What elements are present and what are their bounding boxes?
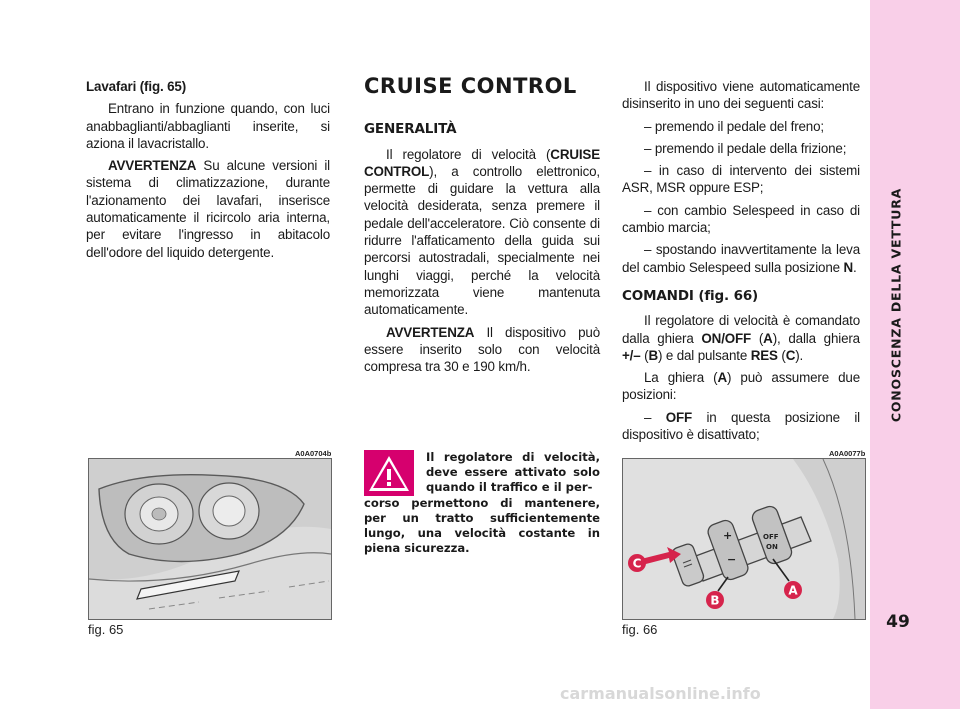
text: ( [777,347,786,363]
warning-rest: corso permettono di mantenere, per un tratto sufficientemente lungo, una velocità costante in piena sicurezza. [364,495,600,556]
text: ). [795,347,804,363]
chapter-sidebar [870,0,960,709]
paragraph [364,146,600,319]
headlamp-illustration [89,459,331,619]
heading-text: COMANDI [622,287,694,304]
list-item: – con cambio Selespeed in caso di cambio marcia; [622,202,860,236]
keyword: RES [750,347,778,363]
paragraph [622,312,860,364]
watermark: carmanualsonline.info [560,684,761,703]
text: . [853,259,857,275]
text: – [644,409,666,425]
keyword: A [717,370,727,386]
section-title-lavafari [86,78,330,95]
keyword: +/– [622,347,641,363]
list-item [622,409,860,444]
paragraph [622,369,860,404]
section-heading: CRUISE CONTROL [364,74,577,98]
column-middle [364,74,600,380]
label-c: C [632,556,642,571]
keyword: A [763,330,773,346]
ring-on-label: ON [766,543,778,551]
text: ) e dal pulsante [657,347,751,363]
text: ( [751,330,764,346]
figure-caption: fig. 66 [622,622,658,637]
label-b: B [710,593,720,608]
warning-keyword: AVVERTENZA [386,324,475,340]
page-number: 49 [886,612,910,632]
column-right [622,78,860,448]
safety-warning [364,450,600,556]
keyword: C [785,347,796,363]
chapter-title: CONOSCENZA DELLA VETTURA [888,187,904,423]
subsection-heading: GENERALITÀ [364,121,457,138]
figure-ref: (fig. 65) [139,79,187,94]
figure-ref: (fig. 66) [698,287,759,304]
paragraph: Il dispositivo viene automaticamente disinserito in uno dei seguenti casi: [622,79,860,112]
list-item [622,241,860,276]
text: ), a controllo elettronico, permette di guidare la vettura alla velocità desiderata, senza premere il pedale dell'acceleratore. Ciò consente di ridurre l'affaticamento della guida sui percorsi autostradali, specialmente nei lunghi viaggi, perché la velocità memorizzata viene mantenuta automaticamente. [364,163,600,318]
list-item: – premendo il pedale del freno; [644,118,824,134]
text: La ghiera ( [644,370,718,386]
list-item: – premendo il pedale della frizione; [644,140,847,156]
text: Il regolatore di velocità ( [386,146,551,162]
text: in questa posizione il dispositivo è disattivato; [622,409,860,443]
subsection-heading-comandi [622,288,860,305]
title-text: Lavafari [86,79,137,94]
text: Il regolatore di velocità è comandato dalla ghiera [622,313,860,346]
ring-minus-label: − [727,553,737,566]
keyword: B [648,347,658,363]
warning-triangle-icon [364,450,414,496]
paragraph: Entrano in funzione quando, con luci anabbaglianti/abbaglianti inserite, si aziona il lavacristallo. [86,101,330,151]
label-a: A [788,583,798,598]
warning-lead: Il regolatore di velocità, deve essere attivato solo quando il traffico e il per- [426,450,600,495]
warning-paragraph [364,324,600,376]
warning-text: Su alcune versioni il sistema di climatizzazione, durante l'azionamento dei lavafari, inserisce automaticamente il ricircolo aria interna, per evitare l'ingresso in abitacolo dell'odore del liquido detergente. [86,158,330,260]
text: – spostando inavvertitamente la leva del cambio Selespeed sulla posizione [622,242,860,275]
text: ) può assumere due posizioni: [622,370,860,403]
figure-code: A0A0704b [295,449,332,458]
keyword: CRUISE CONTROL [364,146,600,179]
figure-code: A0A0077b [829,449,866,458]
figure-cruise-control-lever [622,458,866,620]
warning-paragraph [86,157,330,261]
figure-headlamp-washer [88,458,332,620]
keyword: N [843,259,854,275]
column-left [86,78,330,266]
text: ( [640,347,649,363]
keyword: OFF [665,409,693,425]
warning-text: Il dispositivo può essere inserito solo con velocità compresa tra 30 e 190 km/h. [364,324,600,375]
lever-illustration [623,459,865,619]
ring-off-label: OFF [763,533,779,541]
ring-plus-label: + [723,529,733,542]
warning-keyword: AVVERTENZA [108,158,197,174]
list-item: – in caso di intervento dei sistemi ASR, MSR oppure ESP; [622,163,860,196]
text: ), dalla ghiera [772,330,860,346]
figure-caption: fig. 65 [88,622,124,637]
keyword: ON/OFF [701,330,752,346]
